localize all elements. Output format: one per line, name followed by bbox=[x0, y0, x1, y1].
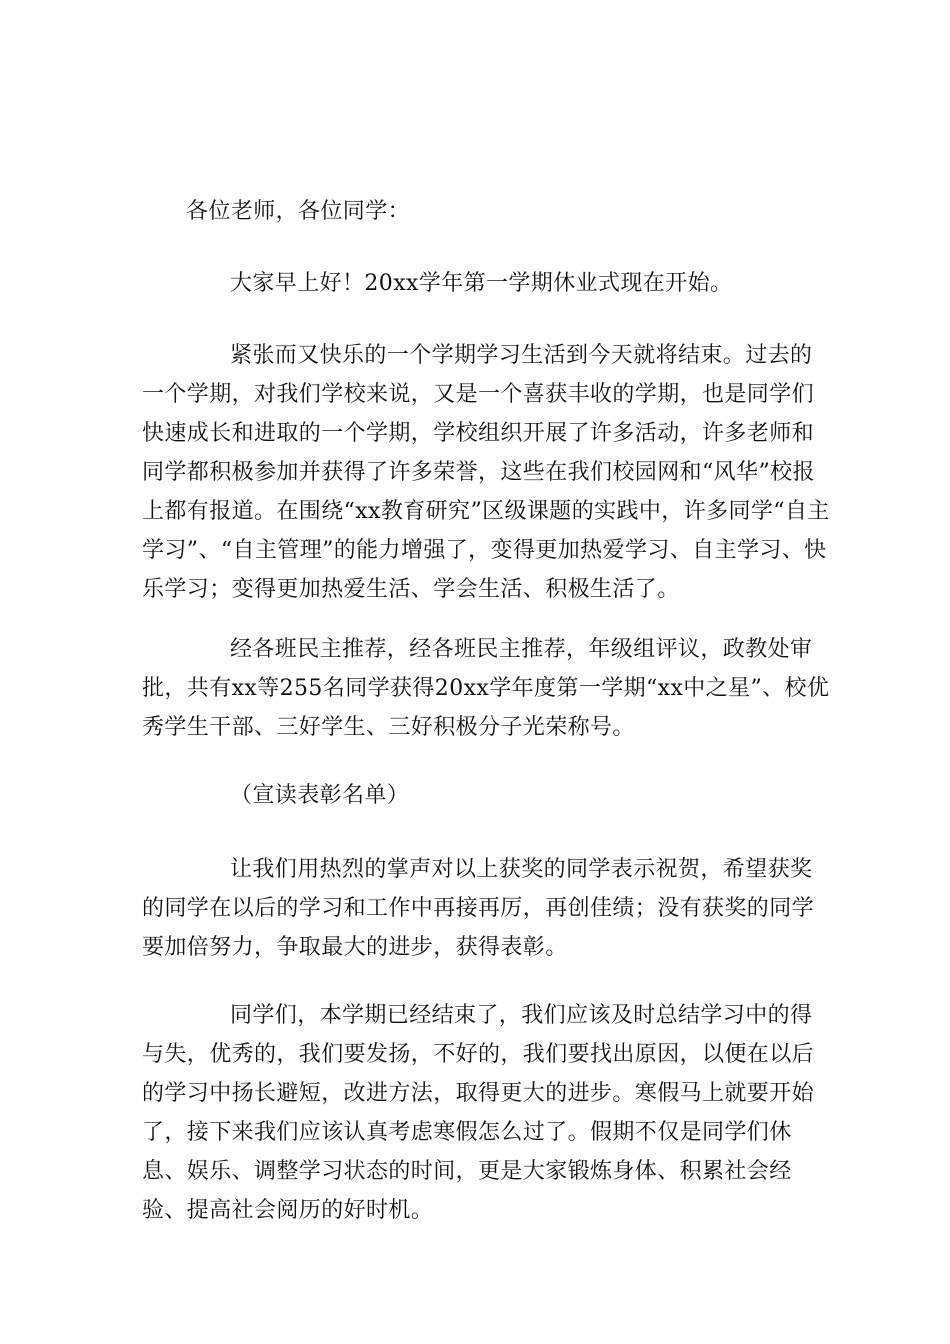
greeting-line: 各位老师，各位同学： bbox=[186, 199, 411, 224]
paragraph-award-list-note: （宣读表彰名单） bbox=[230, 783, 410, 808]
opening-line: 大家早上好！20xx学年第一学期休业式现在开始。 bbox=[230, 271, 733, 296]
paragraph-semester-review: 紧张而又快乐的一个学期学习生活到今天就将结束。过去的一个学期，对我们学校来说，又是一个喜获丰收的学期，也是同学们快速成长和进取的一个学期，学校组织开展了许多活动，许多老师和同学都积极参加并获得了许多荣誉，这些在我们校园网和“风华”校报上都有报道。在围绕“xx教育研究”区级课题的实践中，许多同学“自主学习”、“自主管理”的能力增强了，变得更加热爱学习、自主学习、快乐学习；变得更加热爱生活、学会生活、积极生活了。 bbox=[142, 343, 830, 602]
paragraph-winter-break: 同学们，本学期已经结束了，我们应该及时总结学习中的得与失，优秀的，我们要发扬，不好的，我们要找出原因，以便在以后的学习中扬长避短，改进方法，取得更大的进步。寒假马上就要开始了，接下来我们应该认真考虑寒假怎么过了。假期不仅是同学们休息、娱乐、调整学习状态的时间，更是大家锻炼身体、积累社会经验、提高社会阅历的好时机。 bbox=[142, 1003, 815, 1223]
paragraph-congratulations: 让我们用热烈的掌声对以上获奖的同学表示祝贺，希望获奖的同学在以后的学习和工作中再接再厉，再创佳绩；没有获奖的同学要加倍努力，争取最大的进步，获得表彰。 bbox=[142, 857, 815, 960]
paragraph-awards: 经各班民主推荐，经各班民主推荐，年级组评议，政教处审批，共有xx等255名同学获得20xx学年度第一学期“xx中之星”、校优秀学生干部、三好学生、三好积极分子光荣称号。 bbox=[142, 637, 830, 740]
